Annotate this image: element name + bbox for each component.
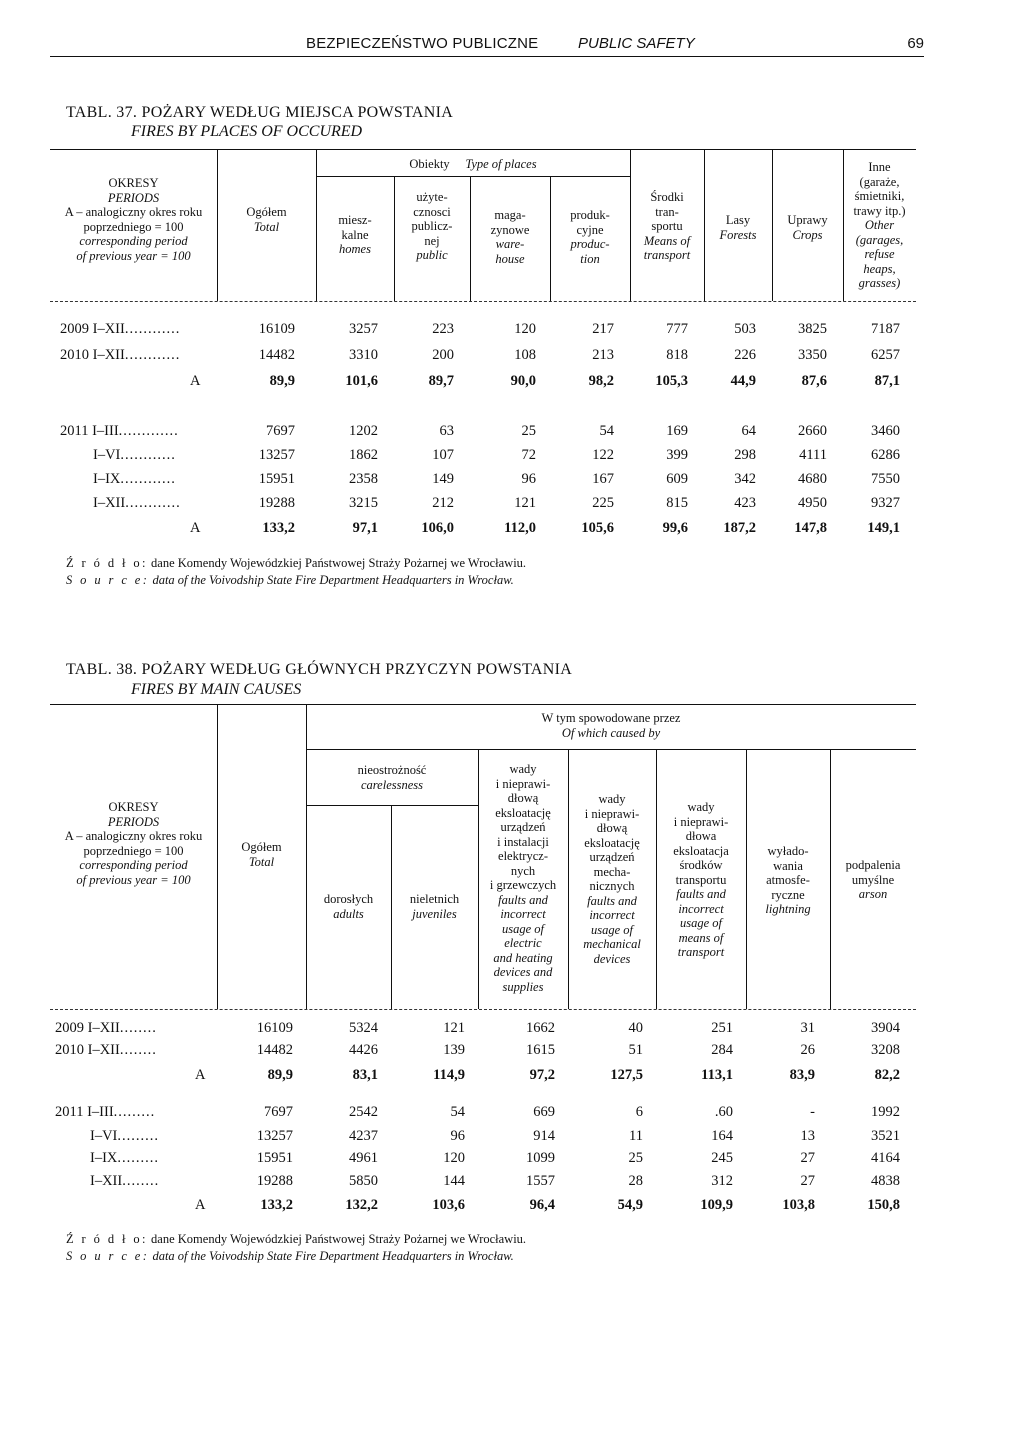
table-cell: 96	[450, 1128, 465, 1144]
table-cell: 6257	[871, 347, 900, 363]
column-header-en: Crops	[792, 227, 823, 242]
table-cell: 149	[432, 471, 454, 487]
table-cell: 122	[592, 447, 614, 463]
table-cell: 63	[439, 423, 454, 439]
table-cell: 90,0	[510, 373, 536, 389]
column-header-pl: wyłado- wania atmosfe- ryczne	[766, 844, 810, 902]
row-label-text: 2009 I–XII	[55, 1020, 120, 1036]
table-row	[50, 1104, 916, 1126]
table-cell: 54	[599, 423, 614, 439]
column-header-pl: podpalenia umyślne	[845, 858, 901, 887]
column-header-pl: wady i nieprawi- dłową eksloatację urządzeń mecha- nicznych	[584, 792, 640, 893]
row-label	[55, 1020, 157, 1037]
table-cell: 187,2	[723, 520, 756, 536]
row-label	[190, 520, 200, 537]
column-header-en: Other (garages, refuse heaps, grasses)	[855, 218, 904, 290]
table-cell: 44,9	[730, 373, 756, 389]
table-cell: 225	[592, 495, 614, 511]
table-cell: 120	[443, 1150, 465, 1166]
table-cell: 298	[734, 447, 756, 463]
table-cell: 121	[514, 495, 536, 511]
table-cell: 19288	[256, 1173, 293, 1189]
column-header	[746, 844, 830, 917]
table-cell: 87,1	[874, 373, 900, 389]
table-row	[50, 1067, 916, 1089]
table-cell: 609	[666, 471, 688, 487]
column-header	[470, 208, 550, 266]
row-label	[90, 1128, 159, 1145]
column-header-en: juveniles	[412, 906, 457, 921]
row-label	[60, 321, 180, 338]
table-37-title	[66, 104, 453, 122]
section-title-en: PUBLIC SAFETY	[578, 35, 695, 52]
column-header-en: faults and incorrect usage of means of transport	[676, 887, 726, 959]
table-cell: 312	[711, 1173, 733, 1189]
row-leader-dots: ............	[124, 321, 181, 337]
table-cell: 4164	[871, 1150, 900, 1166]
table-cell: 1662	[526, 1020, 555, 1036]
table-cell: 87,6	[801, 373, 827, 389]
table-cell: 106,0	[421, 520, 454, 536]
table-cell: 120	[514, 321, 536, 337]
table-cell: 1992	[871, 1104, 900, 1120]
row-label	[90, 1150, 159, 1167]
column-header-pl: miesz- kalne	[338, 213, 372, 242]
table-cell: 113,1	[701, 1067, 733, 1083]
table-38-title-en: FIRES BY MAIN CAUSES	[131, 681, 302, 698]
table-cell: 14482	[258, 347, 295, 363]
row-leader-dots: ............	[120, 471, 176, 487]
table-cell: 105,6	[581, 520, 614, 536]
row-label-text: 2011 I–III	[55, 1104, 114, 1120]
row-label	[195, 1067, 205, 1084]
row-label-text: 2009 I–XII	[60, 321, 125, 337]
column-header	[568, 792, 656, 966]
group-header-carelessness: nieostrożność carelessness	[357, 763, 427, 792]
table-cell: 167	[592, 471, 614, 487]
table-cell: 169	[666, 423, 688, 439]
table-cell: 72	[521, 447, 536, 463]
column-header-total: Ogółem Total	[241, 840, 282, 869]
table-cell: 223	[432, 321, 454, 337]
column-header-pl: maga- zynowe	[490, 208, 530, 237]
stub-note-pl: A – analogiczny okres roku poprzedniego = 100	[64, 205, 203, 234]
table-cell: 139	[443, 1042, 465, 1058]
table-cell: 284	[711, 1042, 733, 1058]
table-cell: 149,1	[867, 520, 900, 536]
row-label	[93, 471, 176, 488]
table-cell: 4680	[798, 471, 827, 487]
table-cell: 7697	[264, 1104, 293, 1120]
table-cell: .60	[714, 1104, 733, 1120]
table-row	[50, 471, 916, 493]
table-cell: 25	[628, 1150, 643, 1166]
column-header-pl: użyte- cznosci publicz- nej	[411, 190, 453, 248]
table-cell: 5324	[349, 1020, 378, 1036]
table-row	[50, 373, 916, 395]
table-cell: 15951	[256, 1150, 293, 1166]
column-header	[550, 208, 630, 266]
table-cell: 112,0	[504, 520, 536, 536]
table-38-source-pl: Ź r ó d ł o: dane Komendy Wojewódzkiej Państwowej Straży Pożarnej we Wrocławiu.	[66, 1232, 527, 1246]
column-header-en: produc- tion	[570, 237, 610, 266]
group-header-caused-by: W tym spowodowane przez Of which caused by	[541, 711, 681, 740]
table-cell: 245	[711, 1150, 733, 1166]
table-37-number: TABL. 37.	[66, 104, 138, 121]
table-cell: 99,6	[662, 520, 688, 536]
table-cell: 164	[711, 1128, 733, 1144]
column-header	[217, 205, 316, 234]
table-row	[50, 1150, 916, 1172]
table-cell: 1615	[526, 1042, 555, 1058]
table-cell: 16109	[258, 321, 295, 337]
table-row	[50, 1197, 916, 1219]
table-cell: 13	[800, 1128, 815, 1144]
table-cell: 133,2	[262, 520, 295, 536]
table-cell: 1202	[349, 423, 378, 439]
table-cell: 3310	[349, 347, 378, 363]
table-37-source-pl: Ź r ó d ł o: dane Komendy Wojewódzkiej Państwowej Straży Pożarnej we Wrocławiu.	[66, 556, 527, 570]
row-label-text: A	[190, 520, 201, 536]
column-header	[704, 213, 772, 242]
table-cell: 109,9	[700, 1197, 733, 1213]
row-label-text: I–VI	[90, 1128, 118, 1144]
row-label	[90, 1173, 159, 1190]
row-label-text: A	[190, 373, 201, 389]
table-cell: 3208	[871, 1042, 900, 1058]
table-cell: 97,1	[352, 520, 378, 536]
column-header	[391, 892, 478, 921]
page-number: 69	[907, 35, 924, 52]
table-cell: 27	[800, 1173, 815, 1189]
table-cell: 3215	[349, 495, 378, 511]
table-cell: 226	[734, 347, 756, 363]
table-cell: 64	[741, 423, 756, 439]
table-cell: 16109	[256, 1020, 293, 1036]
column-header-pl: Lasy	[725, 213, 751, 227]
table-cell: 83,9	[789, 1067, 815, 1083]
column-header-pl: wady i nieprawi- dłowa eksloatacja środków transportu	[673, 800, 729, 887]
table-cell: 121	[443, 1020, 465, 1036]
table-37-title-en: FIRES BY PLACES OF OCCURED	[131, 123, 363, 140]
table-cell: 2660	[798, 423, 827, 439]
table-cell: 103,6	[432, 1197, 465, 1213]
row-leader-dots: ............	[124, 347, 181, 363]
column-header	[830, 858, 916, 902]
row-label	[60, 347, 180, 364]
table-cell: 147,8	[794, 520, 827, 536]
table-cell: 31	[800, 1020, 815, 1036]
table-cell: 14482	[256, 1042, 293, 1058]
table-37-top-rule	[50, 149, 916, 150]
table-row	[50, 520, 916, 542]
table-cell: 399	[666, 447, 688, 463]
row-leader-dots: ........	[119, 1042, 157, 1058]
row-label	[93, 495, 181, 512]
table-cell: 818	[666, 347, 688, 363]
table-37-header-rule	[50, 301, 916, 302]
table-cell: 9327	[871, 495, 900, 511]
table-cell: 342	[734, 471, 756, 487]
row-label-text: 2011 I–III	[60, 423, 119, 439]
table-cell: 3257	[349, 321, 378, 337]
table-38-source-en: S o u r c e: data of the Voivodship State Fire Department Headquarters in Wrocław.	[66, 1249, 514, 1263]
table-cell: 101,6	[345, 373, 378, 389]
table-cell: 144	[443, 1173, 465, 1189]
row-label-text: I–XII	[93, 495, 126, 511]
column-header-en: Means of transport	[643, 233, 691, 262]
table-cell: 503	[734, 321, 756, 337]
table-cell: 423	[734, 495, 756, 511]
table-cell: 213	[592, 347, 614, 363]
table-cell: 89,9	[267, 1067, 293, 1083]
row-leader-dots: ........	[119, 1020, 157, 1036]
table-37-source-en: S o u r c e: data of the Voivodship State Fire Department Headquarters in Wrocław.	[66, 573, 514, 587]
section-title-pl: BEZPIECZEŃSTWO PUBLICZNE	[306, 35, 539, 52]
row-label-text: 2010 I–XII	[55, 1042, 120, 1058]
table-cell: 54	[450, 1104, 465, 1120]
table-cell: 4838	[871, 1173, 900, 1189]
row-leader-dots: ........	[122, 1173, 160, 1189]
table-row	[50, 1020, 916, 1042]
column-header-pl: Uprawy	[787, 213, 828, 227]
column-header-en: faults and incorrect usage of mechanical devices	[583, 893, 641, 966]
table-38-title-pl: POŻARY WEDŁUG GŁÓWNYCH PRZYCZYN POWSTANIA	[141, 661, 573, 678]
row-label-text: 2010 I–XII	[60, 347, 125, 363]
row-label	[93, 447, 176, 464]
table-cell: 25	[521, 423, 536, 439]
table-cell: 150,8	[867, 1197, 900, 1213]
column-header-en: public	[416, 248, 448, 262]
row-label-text: A	[195, 1067, 206, 1083]
row-label-text: I–IX	[90, 1150, 118, 1166]
table-cell: 40	[628, 1020, 643, 1036]
table-cell: 132,2	[345, 1197, 378, 1213]
column-header	[630, 190, 704, 263]
running-header	[50, 34, 924, 57]
row-label	[55, 1104, 155, 1121]
row-leader-dots: .............	[118, 423, 179, 439]
table-cell: 5850	[349, 1173, 378, 1189]
table-cell: 4950	[798, 495, 827, 511]
table-cell: 6	[635, 1104, 643, 1120]
table-38-number: TABL. 38.	[66, 661, 138, 678]
table-cell: 54,9	[617, 1197, 643, 1213]
table-cell: 114,9	[433, 1067, 465, 1083]
table-37-stub-header	[50, 176, 217, 263]
table-cell: 3460	[871, 423, 900, 439]
table-38-stub-header: OKRESY PERIODS A – analogiczny okres roku poprzedniego = 100 corresponding period of previous year = 100	[64, 800, 203, 887]
column-header	[316, 213, 394, 257]
table-cell: 83,1	[352, 1067, 378, 1083]
table-cell: 13257	[258, 447, 295, 463]
table-cell: -	[810, 1104, 815, 1120]
table-cell: 105,3	[655, 373, 688, 389]
table-cell: 133,2	[260, 1197, 293, 1213]
row-leader-dots: .........	[117, 1150, 160, 1166]
column-header-en: arson	[858, 887, 888, 901]
table-cell: 13257	[256, 1128, 293, 1144]
table-38-title	[66, 661, 572, 679]
column-header	[394, 190, 470, 263]
column-header-en: ware- house	[495, 237, 525, 266]
column-header	[772, 213, 843, 242]
row-label-text: I–VI	[93, 447, 121, 463]
table-cell: 1099	[526, 1150, 555, 1166]
table-cell: 127,5	[610, 1067, 643, 1083]
table-cell: 51	[628, 1042, 643, 1058]
column-header	[656, 800, 746, 960]
row-label	[60, 423, 179, 440]
column-header-pl: Inne (garaże, śmietniki, trawy itp.)	[853, 160, 906, 218]
table-row	[50, 347, 916, 369]
table-cell: 815	[666, 495, 688, 511]
row-label	[190, 373, 200, 390]
table-cell: 669	[533, 1104, 555, 1120]
table-cell: 15951	[258, 471, 295, 487]
table-cell: 2358	[349, 471, 378, 487]
table-cell: 1862	[349, 447, 378, 463]
table-cell: 7697	[266, 423, 295, 439]
row-leader-dots: .........	[113, 1104, 156, 1120]
table-cell: 777	[666, 321, 688, 337]
table-row	[50, 1042, 916, 1064]
row-label	[195, 1197, 205, 1214]
table-cell: 7550	[871, 471, 900, 487]
column-header	[843, 160, 916, 291]
table-cell: 98,2	[588, 373, 614, 389]
column-header-en: lightning	[765, 902, 811, 916]
table-cell: 4111	[799, 447, 827, 463]
row-leader-dots: ............	[120, 447, 176, 463]
table-cell: 914	[533, 1128, 555, 1144]
table-cell: 89,9	[269, 373, 295, 389]
row-label-text: A	[195, 1197, 206, 1213]
table-cell: 3904	[871, 1020, 900, 1036]
table-cell: 217	[592, 321, 614, 337]
column-header	[478, 762, 568, 994]
table-cell: 82,2	[874, 1067, 900, 1083]
column-header-pl: Środki tran- sportu	[650, 190, 684, 233]
table-cell: 89,7	[428, 373, 454, 389]
table-cell: 97,2	[529, 1067, 555, 1083]
column-header-pl: wady i nieprawi- dłową eksloatację urządzeń i instalacji elektrycz- nych i grzewczych	[489, 762, 557, 892]
table-row	[50, 495, 916, 517]
table-cell: 96,4	[529, 1197, 555, 1213]
column-header-pl: dorosłych	[323, 892, 374, 906]
table-37-title-pl: POŻARY WEDŁUG MIEJSCA POWSTANIA	[141, 104, 454, 121]
table-cell: 212	[432, 495, 454, 511]
table-row	[50, 1173, 916, 1195]
table-cell: 4426	[349, 1042, 378, 1058]
row-leader-dots: .........	[117, 1128, 160, 1144]
row-leader-dots: ............	[125, 495, 181, 511]
column-header	[306, 892, 391, 921]
column-header-pl: Ogółem	[246, 205, 287, 219]
table-cell: 3521	[871, 1128, 900, 1144]
table-cell: 2542	[349, 1104, 378, 1120]
table-cell: 7187	[871, 321, 900, 337]
stub-label-pl: OKRESY	[108, 176, 159, 190]
table-cell: 1557	[526, 1173, 555, 1189]
table-cell: 27	[800, 1150, 815, 1166]
stub-note-en: corresponding period of previous year = 100	[76, 234, 191, 263]
row-label	[55, 1042, 157, 1059]
table-cell: 251	[711, 1020, 733, 1036]
table-cell: 26	[800, 1042, 815, 1058]
table-cell: 103,8	[782, 1197, 815, 1213]
column-header-en: Forests	[719, 227, 757, 242]
row-label-text: I–IX	[93, 471, 121, 487]
table-row	[50, 1128, 916, 1150]
table-cell: 96	[521, 471, 536, 487]
column-header-en: faults and incorrect usage of electric and heating devices and supplies	[493, 892, 553, 994]
column-header-pl: produk- cyjne	[570, 208, 610, 237]
table-cell: 4961	[349, 1150, 378, 1166]
table-cell: 107	[432, 447, 454, 463]
column-header-en: Total	[253, 219, 280, 234]
table-row	[50, 447, 916, 469]
table-cell: 3350	[798, 347, 827, 363]
table-cell: 28	[628, 1173, 643, 1189]
column-header-pl: nieletnich	[409, 892, 460, 906]
table-row	[50, 423, 916, 445]
column-header-en: adults	[333, 906, 364, 921]
table-cell: 200	[432, 347, 454, 363]
table-row	[50, 321, 916, 343]
table-cell: 108	[514, 347, 536, 363]
group-header-objects: Obiekty Type of places	[409, 157, 537, 171]
table-cell: 6286	[871, 447, 900, 463]
table-cell: 3825	[798, 321, 827, 337]
column-header-en: homes	[339, 242, 371, 256]
table-cell: 11	[629, 1128, 643, 1144]
table-cell: 4237	[349, 1128, 378, 1144]
stub-label-en: PERIODS	[107, 190, 160, 205]
table-cell: 19288	[258, 495, 295, 511]
row-label-text: I–XII	[90, 1173, 123, 1189]
